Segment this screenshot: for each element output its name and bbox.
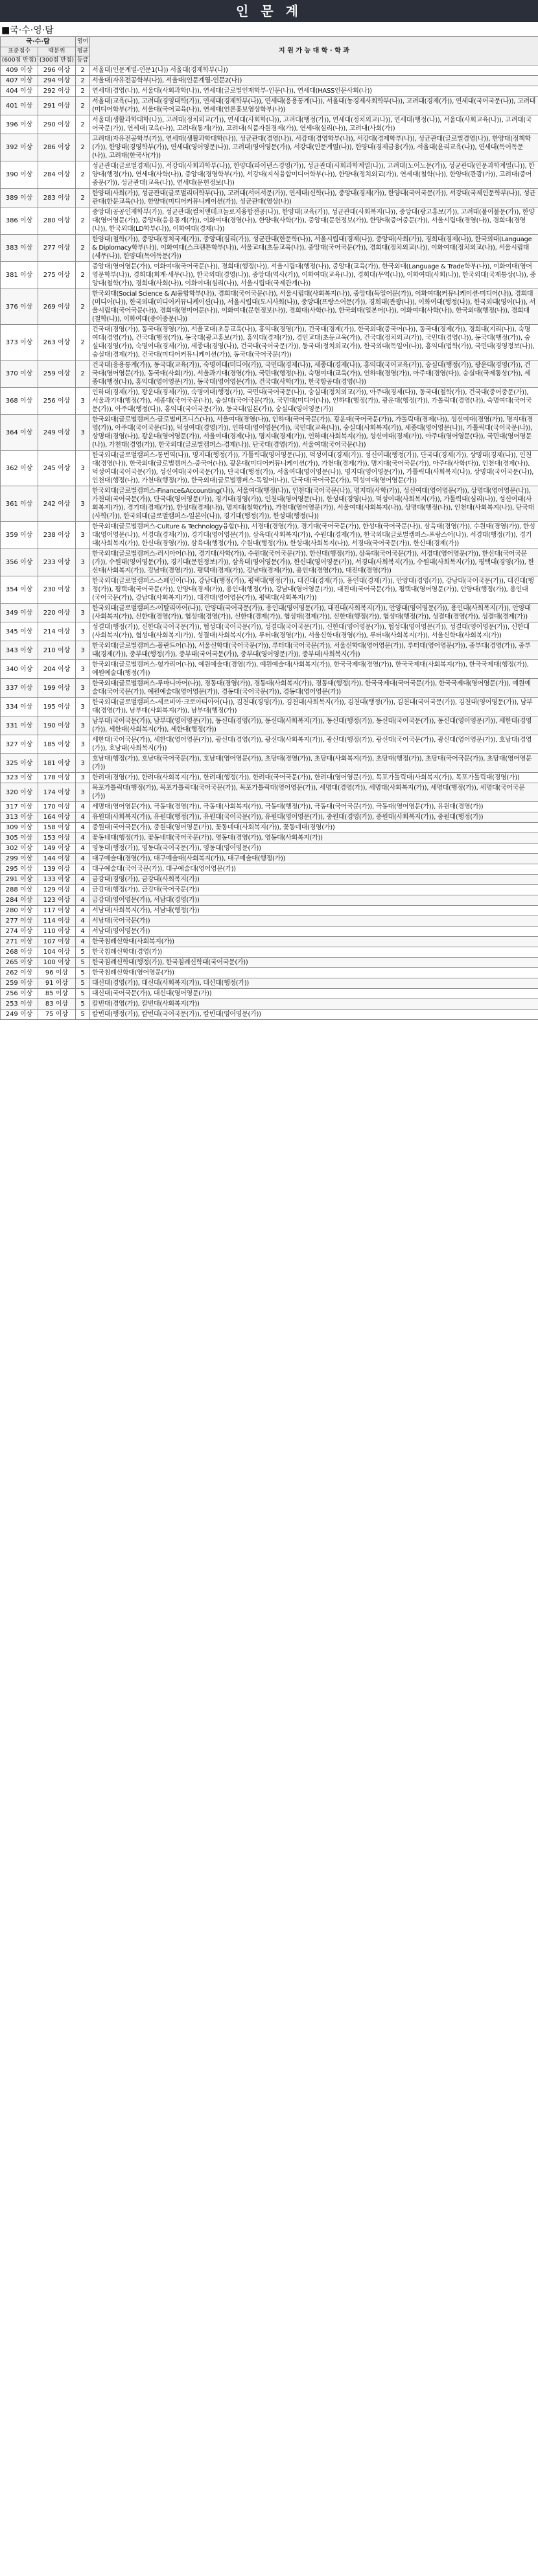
university-list-cell: 칼빈대(경영(가)), 칼빈대(사회복지(가)) bbox=[90, 999, 538, 1010]
percentile-cell: 96 이상 bbox=[38, 968, 76, 978]
standard-score-cell: 354 이상 bbox=[1, 576, 38, 604]
university-list-cell: 한국외대(글로벌캠퍼스-이탈리아어(나)), 안양대(국어국문(가)), 용인대(영어영문(가)), 대진대(사회복지(가)), 안양대(영어영문(가)), 용인대(사회복지(가)), 안양대(사회복지(가)), 신한대(경영(가)), 협성대(경영(가)), 신한대(경제(가)), 협성대(경제(가)), 신한대(행정(가)), 협성대(행정(가)), 성결대(경영(가)), 성결대(경제(가)) bbox=[90, 604, 538, 622]
percentile-cell: 214 이상 bbox=[38, 622, 76, 641]
table-row bbox=[1, 415, 538, 451]
table-row bbox=[1, 698, 538, 716]
university-list-cell: 유원대(사회복지(가)), 유원대(행정(가)), 유원대(국어국문(가)), 유원대(영어영문(가)), 중원대(경영(가)), 중원대(사회복지(가)), 중원대(행정(가)) bbox=[90, 812, 538, 823]
standard-score-cell: 327 이상 bbox=[1, 735, 38, 754]
university-list-cell: 한국외대(글로벌캠퍼스-통번역(나)), 명지대(행정(가)), 가톨릭대(영어영문(나)), 덕성여대(경제(가)), 성신여대(행정(가)), 단국대(경제(가)), 상명대(경제(나)), 인천대(경영(나)), 한국외대(글로벌캠퍼스-중국어(나)), 광운대(미디어커뮤니케이션(가)), 가천대(경제(가)), 명지대(국어국문(가)), 아주대(사학(다)), 인천대(경제(나)), 덕성여대(국어국문(가)), 성신여대(국어국문(가)), 단국대(행정(가)), 서울여대(영어영문(나)), 명지대(영어영문(가)), 가톨릭대(사회복지(나)), 상명대(국어국문(나)), 인천대(행정(나)), 가천대(행정(가)), 한국외대(글로벌캠퍼스-독일어(나)), 단국대(국어국문(가)), 덕성여대(영어영문(가)) bbox=[90, 451, 538, 486]
table-row bbox=[1, 486, 538, 522]
standard-score-cell: 383 이상 bbox=[1, 235, 38, 262]
university-list-cell: 고려대(자유전공학부(가)), 연세대(생활과학대학(나)), 성균관대(경영(나)), 서강대(경영학부(나)), 서강대(경제학부(나)), 성균관대(글로벌경영(나)), 한양대(정책학(가)), 한양대(경영학부(가)), 연세대(영어영문(나)), 고려대(영어영문(가)), 서강대(인문계열(나)), 한양대(경제금융(가)), 서울대(윤리교육(나)), 연세대(독어독문(나)), 고려대(한국사(가)) bbox=[90, 134, 538, 161]
percentile-cell: 259 이상 bbox=[38, 360, 76, 388]
percentile-cell: 110 이상 bbox=[38, 927, 76, 937]
standard-score-cell: 356 이상 bbox=[1, 549, 38, 576]
university-list-cell: 대구예술대(경영(가)), 대구예술대(사회복지(가)), 대구예술대(행정(가)) bbox=[90, 854, 538, 864]
english-grade-cell: 3 bbox=[76, 773, 90, 783]
header-english-grade: 등급 bbox=[76, 56, 90, 65]
english-grade-cell: 3 bbox=[76, 716, 90, 735]
standard-score-cell: 280 이상 bbox=[1, 906, 38, 916]
english-grade-cell: 4 bbox=[76, 844, 90, 854]
table-row bbox=[1, 549, 538, 576]
university-list-cell: 목포가톨릭대(행정(가)), 목포가톨릭대(국어국문(가)), 목포가톨릭대(영어영문(가)), 세명대(경영(가)), 세명대(사회복지(가)), 세명대(행정(가)), 세명대(국어국문(가)) bbox=[90, 783, 538, 802]
standard-score-cell: 291 이상 bbox=[1, 875, 38, 885]
table-row bbox=[1, 679, 538, 698]
page-title: 인 문 계 bbox=[0, 0, 538, 22]
standard-score-cell: 345 이상 bbox=[1, 622, 38, 641]
standard-score-cell: 323 이상 bbox=[1, 773, 38, 783]
english-grade-cell: 4 bbox=[76, 927, 90, 937]
english-grade-cell: 4 bbox=[76, 906, 90, 916]
percentile-cell: 91 이상 bbox=[38, 978, 76, 989]
university-list-cell: 한국외대(글로벌캠퍼스-세르비아·크로아티아어(나)), 김천대(경영(가)), 김천대(사회복지(가)), 김천대(행정(가)), 김천대(국어국문(가)), 김천대(영어영문(가)), 남부대(경영(가)), 남부대(사회복지(가)), 남부대(행정(가)) bbox=[90, 698, 538, 716]
table-row bbox=[1, 161, 538, 189]
english-grade-cell: 3 bbox=[76, 388, 90, 415]
percentile-cell: 210 이상 bbox=[38, 641, 76, 660]
percentile-cell: 204 이상 bbox=[38, 660, 76, 679]
english-grade-cell: 2 bbox=[76, 161, 90, 189]
standard-score-cell: 295 이상 bbox=[1, 864, 38, 875]
percentile-cell: 149 이상 bbox=[38, 844, 76, 854]
university-list-cell: 한국외대(글로벌캠퍼스-루마니아어(나)), 경동대(경영(가)), 경동대(사회복지(가)), 경동대(행정(가)), 한국국제대(국어국문(가)), 한국국제대(영어영문(가)), 예원예술대(국어국문(가)), 예원예술대(영어영문(가)), 경동대(국어국문(가)), 경동대(영어영문(가)) bbox=[90, 679, 538, 698]
percentile-cell: 233 이상 bbox=[38, 549, 76, 576]
standard-score-cell: 253 이상 bbox=[1, 999, 38, 1010]
table-body bbox=[1, 65, 538, 1020]
standard-score-cell: 337 이상 bbox=[1, 679, 38, 698]
standard-score-cell: 274 이상 bbox=[1, 927, 38, 937]
english-grade-cell: 5 bbox=[76, 958, 90, 968]
standard-score-cell: 334 이상 bbox=[1, 698, 38, 716]
table-row bbox=[1, 885, 538, 895]
table-row bbox=[1, 773, 538, 783]
standard-score-cell: 362 이상 bbox=[1, 451, 38, 486]
table-row bbox=[1, 947, 538, 958]
table-row bbox=[1, 325, 538, 360]
english-grade-cell: 4 bbox=[76, 823, 90, 833]
standard-score-cell: 361 이상 bbox=[1, 486, 38, 522]
university-list-cell: 한국외대(글로벌캠퍼스-스페인어(나)), 강남대(행정(가)), 평택대(행정(가)), 대진대(경제(가)), 용인대(경제(가)), 안양대(경영(가)), 강남대(국어국문(가)), 대진대(행정(가)), 평택대(국어국문(가)), 안양대(경제(가)), 용인대(행정(가)), 강남대(영어영문(가)), 대진대(국어국문(가)), 평택대(영어영문(가)), 안양대(행정(가)), 용인대(국어국문(가)), 강남대(사회복지(가)), 대진대(영어영문(가)), 평택대(사회복지(가)) bbox=[90, 576, 538, 604]
percentile-cell: 230 이상 bbox=[38, 576, 76, 604]
table-row bbox=[1, 754, 538, 773]
standard-score-cell: 373 이상 bbox=[1, 325, 38, 360]
university-list-cell: 금강대(경영(가)), 금강대(사회복지(가)) bbox=[90, 875, 538, 885]
table-row bbox=[1, 86, 538, 97]
standard-score-cell: 404 이상 bbox=[1, 86, 38, 97]
university-list-cell: 금강대(행정(가)), 금강대(국어국문(가)) bbox=[90, 885, 538, 895]
english-grade-cell: 2 bbox=[76, 86, 90, 97]
percentile-cell: 75 이상 bbox=[38, 1010, 76, 1020]
english-grade-cell: 2 bbox=[76, 65, 90, 76]
university-list-cell: 꽃동네대(행정(가)), 꽃동네대(국어국문(가)), 영동대(경영(가)), 영동대(사회복지(가)) bbox=[90, 833, 538, 844]
standard-score-cell: 349 이상 bbox=[1, 604, 38, 622]
university-list-cell: 한국외대(글로벌캠퍼스-헝가리어(나)), 예원예술대(경영(가)), 예원예술대(사회복지(가)), 한국국제대(경영(가)), 한국국제대(사회복지(가)), 한국국제대(행정(가)), 예원예술대(행정(가)) bbox=[90, 660, 538, 679]
table-row bbox=[1, 660, 538, 679]
university-list-cell: 대신대(경영(가)), 대신대(사회복지(가)), 대신대(행정(가)) bbox=[90, 978, 538, 989]
percentile-cell: 123 이상 bbox=[38, 895, 76, 906]
standard-score-cell: 302 이상 bbox=[1, 844, 38, 854]
university-list-cell: 서남대(영어영문(가)) bbox=[90, 927, 538, 937]
percentile-cell: 170 이상 bbox=[38, 802, 76, 812]
university-list-cell: 영동대(행정(가)), 영동대(국어국문(가)), 영동대(영어영문(가)) bbox=[90, 844, 538, 854]
standard-score-cell: 271 이상 bbox=[1, 937, 38, 947]
university-list-cell: 중원대(국어국문(가)), 중원대(영어영문(가)), 꽃동네대(사회복지(가)), 꽃동네대(경영(가)) bbox=[90, 823, 538, 833]
percentile-cell: 296 이상 bbox=[38, 65, 76, 76]
english-grade-cell: 2 bbox=[76, 360, 90, 388]
table-row bbox=[1, 844, 538, 854]
percentile-cell: 104 이상 bbox=[38, 947, 76, 958]
english-grade-cell: 4 bbox=[76, 802, 90, 812]
standard-score-cell: 359 이상 bbox=[1, 522, 38, 549]
percentile-cell: 144 이상 bbox=[38, 854, 76, 864]
percentile-cell: 158 이상 bbox=[38, 823, 76, 833]
standard-score-cell: 343 이상 bbox=[1, 641, 38, 660]
university-list-cell: 한국침례신학대(행정(가)), 한국침례신학대(국어국문(가)) bbox=[90, 958, 538, 968]
header-standard-score: 표준점수 bbox=[1, 47, 38, 56]
standard-score-cell: 381 이상 bbox=[1, 262, 38, 289]
standard-score-cell: 401 이상 bbox=[1, 97, 38, 115]
university-list-cell: 건국대(응용통계(가)), 동국대(교육(가)), 숙명여대(미디어(가)), 국민대(경제(나)), 세종대(경제(나)), 홍익대(국어교육(가)), 숭실대(행정(가)), 광운대(경영(가)), 건국대(영어영문(가)), 동국대(사회(가)), 서울과기대(경영(가)), 국민대(행정(나)), 숙명여대(교육(가)), 인하대(경영(가)), 아주대(경영(다)), 숭실대(국제통상(가)), 세종대(행정(나)), 홍익대(영어영문(가)), 동국대(영어영문(가)), 건국대(사학(가)), 한국항공대(경영(나)) bbox=[90, 360, 538, 388]
standard-score-cell: 390 이상 bbox=[1, 161, 38, 189]
percentile-cell: 153 이상 bbox=[38, 833, 76, 844]
table-row bbox=[1, 968, 538, 978]
percentile-cell: 107 이상 bbox=[38, 937, 76, 947]
standard-score-cell: 331 이상 bbox=[1, 716, 38, 735]
standard-score-cell: 299 이상 bbox=[1, 854, 38, 864]
english-grade-cell: 5 bbox=[76, 999, 90, 1010]
standard-score-cell: 368 이상 bbox=[1, 388, 38, 415]
english-grade-cell: 4 bbox=[76, 937, 90, 947]
standard-score-cell: 259 이상 bbox=[1, 978, 38, 989]
english-grade-cell: 5 bbox=[76, 968, 90, 978]
table-row bbox=[1, 641, 538, 660]
english-grade-cell: 2 bbox=[76, 262, 90, 289]
university-list-cell: 한국침례신학대(영어영문(가)) bbox=[90, 968, 538, 978]
table-row bbox=[1, 833, 538, 844]
standard-score-cell: 376 이상 bbox=[1, 289, 38, 325]
english-grade-cell: 4 bbox=[76, 895, 90, 906]
english-grade-cell: 3 bbox=[76, 783, 90, 802]
percentile-cell: 277 이상 bbox=[38, 235, 76, 262]
table-row bbox=[1, 604, 538, 622]
table-row bbox=[1, 895, 538, 906]
table-row bbox=[1, 735, 538, 754]
admission-table bbox=[0, 36, 538, 1020]
english-grade-cell: 3 bbox=[76, 549, 90, 576]
table-row bbox=[1, 289, 538, 325]
university-list-cell: 한국외대(글로벌캠퍼스-Finance&Accounting(나)), 서울여대(행정(나)), 인천대(국어국문(나)), 명지대(사학(가)), 성신여대(영어영문(가)), 상명대(영어영문(나)), 가천대(국어국문(가)), 단국대(영어영문(가)), 경기대(경영(가)), 인천대(영어영문(나)), 한성대(경영(나)), 덕성여대(사회복지(가)), 가톨릭대(심리(나)), 성신여대(사회복지(가)), 경기대(경제(가)), 한성대(경제(나)), 명지대(철학(가)), 가천대(영어영문(가)), 서울여대(사회복지(나)), 상명대(행정(나)), 인천대(사회복지(나)), 단국대(사학(가)), 한국외대(글로벌캠퍼스-일본어(나)), 경기대(행정(가)), 한성대(행정(나)) bbox=[90, 486, 538, 522]
table-row bbox=[1, 388, 538, 415]
table-row bbox=[1, 812, 538, 823]
university-list-cell: 연세대(경영(나)), 서울대(사회과학(나)), 연세대(글로벌인재학부-인문(나)), 연세대(HASS인문사회(나)) bbox=[90, 86, 538, 97]
university-list-cell: 건국대(경영(가)), 동국대(경영(가)), 서울교대(초등교육(나)), 홍익대(경영(가)), 건국대(경제(가)), 한국외대(중국어(나)), 동국대(경제(가)), 경희대(지리(나)), 숙명여대(경영(가)), 건국대(행정(가)), 동국대(광고홍보(가)), 홍익대(경제(가)), 경인교대(초등교육(가)), 건국대(정치외교(가)), 국민대(경영(나)), 동국대(행정(가)), 숭실대(경영(가)), 숙명여대(경제(가)), 세종대(경영(나)), 건국대(국어국문(가)), 동국대(정치외교(가)), 한국외대(독일어(나)), 홍익대(법학(가)), 국민대(경영정보(나)), 숭실대(경제(가)), 건국대(미디어커뮤니케이션(가)), 동국대(국어국문(가)) bbox=[90, 325, 538, 360]
english-grade-cell: 2 bbox=[76, 76, 90, 86]
standard-score-cell: 409 이상 bbox=[1, 65, 38, 76]
university-list-cell: 한국외대(글로벌캠퍼스-Culture & Technology융합(나)), 서경대(경영(가)), 경기대(국어국문(가)), 한성대(국어국문(나)), 삼육대(경영(가)), 수원대(경영(가)), 한성대(영어영문(나)), 서경대(경제(가)), 경기대(영어영문(가)), 삼육대(사회복지(가)), 수원대(경제(가)), 한국외대(글로벌캠퍼스-프랑스어(나)), 서경대(행정(가)), 경기대(사회복지(가)), 한신대(경영(가)), 삼육대(행정(가)), 수원대(행정(가)), 한성대(사회복지(나)), 서경대(국어국문(가)), 한신대(경제(가)) bbox=[90, 522, 538, 549]
english-grade-cell: 3 bbox=[76, 754, 90, 773]
header-percentile: 백분위 bbox=[38, 47, 76, 56]
standard-score-cell: 265 이상 bbox=[1, 958, 38, 968]
university-list-cell: 호남대(행정(가)), 호남대(국어국문(가)), 호남대(영어영문(가)), 초당대(경영(가)), 초당대(사회복지(가)), 초당대(행정(가)), 초당대(국어국문(가)), 초당대(영어영문(가)) bbox=[90, 754, 538, 773]
table-row bbox=[1, 360, 538, 388]
english-grade-cell: 3 bbox=[76, 486, 90, 522]
table-row bbox=[1, 716, 538, 735]
university-list-cell: 성결대(행정(가)), 신한대(국어국문(가)), 협성대(국어국문(가)), 성결대(국어국문(가)), 신한대(영어영문(가)), 협성대(영어영문(가)), 성결대(영어영문(가)), 신한대(사회복지(가)), 협성대(사회복지(가)), 성결대(사회복지(가)), 루터대(경영(가)), 서울신학대(경영(가)), 루터대(사회복지(가)), 서울신학대(사회복지(가)) bbox=[90, 622, 538, 641]
university-list-cell: 한양대(철학(가)), 중앙대(정치국제(가)), 중앙대(심리(가)), 성균관대(한문학(나)), 서울시립대(경제(나)), 중앙대(사회(가)), 경희대(경제(나)), 한국외대(Language & Diplomacy학부(나)), 이화여대(스크랜튼학부(나)), 서울교대(초등교육(나)), 중앙대(국어국문(가)), 경희대(정치외교(나)), 이화여대(정치외교(나)), 서울시립대(세무(나)), 한양대(독어독문(가)) bbox=[90, 235, 538, 262]
english-grade-cell: 3 bbox=[76, 698, 90, 716]
table-row bbox=[1, 235, 538, 262]
english-grade-cell: 4 bbox=[76, 854, 90, 864]
table-row bbox=[1, 262, 538, 289]
header-standard-score-note: (600점 만점) bbox=[1, 56, 38, 65]
header-percentile-note: (300점 만점) bbox=[38, 56, 76, 65]
english-grade-cell: 4 bbox=[76, 833, 90, 844]
percentile-cell: 292 이상 bbox=[38, 86, 76, 97]
english-grade-cell: 5 bbox=[76, 1010, 90, 1020]
table-row bbox=[1, 978, 538, 989]
table-row bbox=[1, 916, 538, 927]
university-list-cell: 남부대(국어국문(가)), 남부대(영어영문(가)), 동신대(경영(가)), 동신대(사회복지(가)), 동신대(행정(가)), 동신대(국어국문(가)), 동신대(영어영문(가)), 세한대(경영(가)), 세한대(사회복지(가)), 세한대(행정(가)) bbox=[90, 716, 538, 735]
table-row bbox=[1, 207, 538, 235]
standard-score-cell: 392 이상 bbox=[1, 134, 38, 161]
table-row bbox=[1, 864, 538, 875]
standard-score-cell: 256 이상 bbox=[1, 989, 38, 999]
table-row bbox=[1, 622, 538, 641]
header-list: 지 원 가 능 대 학 · 학 과 bbox=[90, 37, 538, 65]
university-list-cell: 서울대(교육(나)), 고려대(경영대학(가)), 연세대(경제학부(나)), 연세대(응용통계(나)), 서울대(농경제사회학부(나)), 고려대(경제(가)), 연세대(국어국문(나)), 고려대(미디어학부(가)), 서울대(국어교육(나)), 연세대(언론홍보영상학부(나)) bbox=[90, 97, 538, 115]
table-row bbox=[1, 854, 538, 864]
percentile-cell: 283 이상 bbox=[38, 189, 76, 207]
percentile-cell: 195 이상 bbox=[38, 698, 76, 716]
percentile-cell: 100 이상 bbox=[38, 958, 76, 968]
percentile-cell: 181 이상 bbox=[38, 754, 76, 773]
university-list-cell: 한양대(사회(가)), 성균관대(글로벌리더학부(나)), 고려대(서어서문(가)), 연세대(신학(나)), 중앙대(경제(가)), 한양대(국어국문(가)), 서강대(국제인문학부(나)), 성균관대(한문교육(나)), 한양대(미디어커뮤니케이션(가)), 성균관대(영상(나)) bbox=[90, 189, 538, 207]
percentile-cell: 178 이상 bbox=[38, 773, 76, 783]
university-list-cell: 한려대(경영(가)), 한려대(사회복지(가)), 한려대(행정(가)), 한려대(국어국문(가)), 한려대(영어영문(가)), 목포가톨릭대(사회복지(가)), 목포가톨릭대(경영(가)) bbox=[90, 773, 538, 783]
university-list-cell: 세한대(국어국문(가)), 세한대(영어영문(가)), 광신대(경영(가)), 광신대(사회복지(가)), 광신대(행정(가)), 광신대(국어국문(가)), 광신대(영어영문(가)), 호남대(경영(가)), 호남대(사회복지(가)) bbox=[90, 735, 538, 754]
english-grade-cell: 4 bbox=[76, 864, 90, 875]
english-grade-cell: 2 bbox=[76, 189, 90, 207]
percentile-cell: 164 이상 bbox=[38, 812, 76, 823]
table-row bbox=[1, 999, 538, 1010]
university-list-cell: 중앙대(공공인재학부(가)), 성균관대(컬처앤테크놀로지융합전공(나)), 한양대(교육(가)), 성균관대(사회복지(나)), 중앙대(광고홍보(가)), 고려대(불어불문(가)), 한양대(영어영문(가)), 중앙대(응용통계(가)), 이화여대(경영(나)), 한양대(사학(가)), 중앙대(문헌정보(가)), 한양대(중어중문(가)), 서울시립대(경영(나)), 경희대(경영(나)), 한국외대(LD학부(나)), 이화여대(경제(나)) bbox=[90, 207, 538, 235]
percentile-cell: 245 이상 bbox=[38, 451, 76, 486]
english-grade-cell: 4 bbox=[76, 916, 90, 927]
table-row bbox=[1, 927, 538, 937]
table-row bbox=[1, 65, 538, 76]
table-row bbox=[1, 958, 538, 968]
percentile-cell: 83 이상 bbox=[38, 999, 76, 1010]
standard-score-cell: 370 이상 bbox=[1, 360, 38, 388]
table-row bbox=[1, 76, 538, 86]
university-list-cell: 대신대(국어국문(가)), 대신대(영어영문(가)) bbox=[90, 989, 538, 999]
university-list-cell: 서남대(국어국문(가)) bbox=[90, 916, 538, 927]
standard-score-cell: 305 이상 bbox=[1, 833, 38, 844]
percentile-cell: 190 이상 bbox=[38, 716, 76, 735]
percentile-cell: 284 이상 bbox=[38, 161, 76, 189]
university-list-cell: 서울대(인문계열-인문1(나)) 서울대(경제학부(나)) bbox=[90, 65, 538, 76]
english-grade-cell: 5 bbox=[76, 989, 90, 999]
percentile-cell: 291 이상 bbox=[38, 97, 76, 115]
percentile-cell: 263 이상 bbox=[38, 325, 76, 360]
standard-score-cell: 262 이상 bbox=[1, 968, 38, 978]
table-row bbox=[1, 134, 538, 161]
percentile-cell: 129 이상 bbox=[38, 885, 76, 895]
percentile-cell: 114 이상 bbox=[38, 916, 76, 927]
english-grade-cell: 4 bbox=[76, 885, 90, 895]
university-list-cell: 세명대(영어영문(가)), 극동대(경영(가)), 극동대(사회복지(가)), 극동대(행정(가)), 극동대(국어국문(가)), 극동대(영어영문(가)), 유원대(경영(가)) bbox=[90, 802, 538, 812]
table-row bbox=[1, 451, 538, 486]
standard-score-cell: 277 이상 bbox=[1, 916, 38, 927]
standard-score-cell: 389 이상 bbox=[1, 189, 38, 207]
university-list-cell: 중앙대(영어영문(가)), 이화여대(국어국문(나)), 경희대(행정(나)), 서울시립대(행정(나)), 중앙대(교육(가)), 한국외대(Language & Trade학부(나)), 이화여대(영어영문학부(나)), 경희대(회계·세무(나)), 한국외대(경영(나)), 중앙대(역사(가)), 이화여대(교육(나)), 경희대(무역(나)), 이화여대(사회(나)), 한국외대(국제통상(나)), 중앙대(철학(가)), 경희대(사회(나)), 이화여대(심리(나)), 서울시립대(국제관계(나)) bbox=[90, 262, 538, 289]
standard-score-cell: 313 이상 bbox=[1, 812, 38, 823]
percentile-cell: 139 이상 bbox=[38, 864, 76, 875]
standard-score-cell: 320 이상 bbox=[1, 783, 38, 802]
percentile-cell: 85 이상 bbox=[38, 989, 76, 999]
university-list-cell: 한국외대(글로벌캠퍼스-글로벌비즈니스(나)), 서울여대(경영(나)), 인하대(국어국문(가)), 광운대(국어국문(가)), 가톨릭대(경제(나)), 성신여대(경영(가)), 명지대(경영(가)), 아주대(국어국문(다)), 덕성여대(경영(가)), 인하대(영어영문(가)), 국민대(교육(나)), 숭실대(사회복지(가)), 세종대(영어영문(나)), 가톨릭대(국어국문(나)), 상명대(경영(나)), 광운대(영어영문(가)), 서울여대(경제(나)), 명지대(경제(가)), 인하대(사회복지(가)), 성신여대(경제(가)), 아주대(영어영문(다)), 국민대(영어영문(나)), 가천대(경영(가)), 한국외대(글로벌캠퍼스-경제(나)), 단국대(경영(가)), 서울여대(국어국문(나)) bbox=[90, 415, 538, 451]
header-english-sub: 평균 bbox=[76, 47, 90, 56]
percentile-cell: 294 이상 bbox=[38, 76, 76, 86]
english-grade-cell: 3 bbox=[76, 522, 90, 549]
english-grade-cell: 4 bbox=[76, 812, 90, 823]
standard-score-cell: 268 이상 bbox=[1, 947, 38, 958]
section-label: ■국·수·영·탐 bbox=[1, 25, 54, 36]
percentile-cell: 275 이상 bbox=[38, 262, 76, 289]
english-grade-cell: 3 bbox=[76, 451, 90, 486]
table-row bbox=[1, 783, 538, 802]
percentile-cell: 286 이상 bbox=[38, 134, 76, 161]
percentile-cell: 174 이상 bbox=[38, 783, 76, 802]
table-row bbox=[1, 115, 538, 134]
header-group: 국·수·탐 bbox=[1, 37, 76, 47]
standard-score-cell: 407 이상 bbox=[1, 76, 38, 86]
english-grade-cell: 3 bbox=[76, 641, 90, 660]
percentile-cell: 249 이상 bbox=[38, 415, 76, 451]
percentile-cell: 238 이상 bbox=[38, 522, 76, 549]
table-row bbox=[1, 823, 538, 833]
english-grade-cell: 2 bbox=[76, 235, 90, 262]
standard-score-cell: 325 이상 bbox=[1, 754, 38, 773]
english-grade-cell: 2 bbox=[76, 134, 90, 161]
university-list-cell: 서울대(생활과학대학(나)), 고려대(정치외교(가)), 연세대(사회학(나)), 고려대(행정(가)), 연세대(정치외교(나)), 연세대(행정(나)), 서울대(사회교육(나)), 고려대(국어국문(가)), 연세대(교육(나)), 고려대(통계(가)), 고려대(식품자원경제(가)), 연세대(심리(나)), 고려대(사회(가)) bbox=[90, 115, 538, 134]
english-grade-cell: 2 bbox=[76, 115, 90, 134]
university-list-cell: 한국외대(글로벌캠퍼스-폴란드어(나)), 서울신학대(국어국문(가)), 루터대(국어국문(가)), 서울신학대(영어영문(가)), 루터대(영어영문(가)), 중부대(경영(가)), 중부대(경제(가)), 중부대(행정(가)), 중부대(국어국문(가)), 중부대(영어영문(가)), 중부대(사회복지(가)) bbox=[90, 641, 538, 660]
percentile-cell: 117 이상 bbox=[38, 906, 76, 916]
standard-score-cell: 288 이상 bbox=[1, 885, 38, 895]
university-list-cell: 대구예술대(국어국문(가)), 대구예술대(영어영문(가)) bbox=[90, 864, 538, 875]
english-grade-cell: 3 bbox=[76, 660, 90, 679]
standard-score-cell: 340 이상 bbox=[1, 660, 38, 679]
university-list-cell: 한국침례신학대(사회복지(가)) bbox=[90, 937, 538, 947]
percentile-cell: 290 이상 bbox=[38, 115, 76, 134]
table-row bbox=[1, 906, 538, 916]
english-grade-cell: 2 bbox=[76, 97, 90, 115]
standard-score-cell: 364 이상 bbox=[1, 415, 38, 451]
english-grade-cell: 2 bbox=[76, 325, 90, 360]
english-grade-cell: 3 bbox=[76, 735, 90, 754]
table-row bbox=[1, 189, 538, 207]
table-row bbox=[1, 802, 538, 812]
english-grade-cell: 5 bbox=[76, 978, 90, 989]
standard-score-cell: 396 이상 bbox=[1, 115, 38, 134]
standard-score-cell: 317 이상 bbox=[1, 802, 38, 812]
percentile-cell: 242 이상 bbox=[38, 486, 76, 522]
university-list-cell: 금강대(영어영문(가)), 서남대(경영(가)) bbox=[90, 895, 538, 906]
table-row bbox=[1, 937, 538, 947]
university-list-cell: 칼빈대(행정(가)), 칼빈대(국어국문(가)), 칼빈대(영어영문(가)) bbox=[90, 1010, 538, 1020]
university-list-cell: 한국외대(Social Science & AI융합학부(나)), 경희대(국어국문(나)), 서울시립대(사회복지(나)), 중앙대(독일어문(가)), 이화여대(커뮤니케이션·미디어(나)), 경희대(미디어(나)), 한국외대(미디어커뮤니케이션(나)), 서울시립대(도시사회(나)), 중앙대(프랑스어문(가)), 경희대(관광(나)), 이화여대(행정(나)), 한국외대(영어(나)), 서울시립대(국어국문(나)), 경희대(영미어문(나)), 이화여대(문헌정보(나)), 경희대(사학(나)), 한국외대(일본어(나)), 이화여대(사학(나)), 한국외대(행정(나)), 경희대(철학(나)), 이화여대(중어중문(나)) bbox=[90, 289, 538, 325]
university-list-cell: 서울대(자유전공학부(나)), 서울대(인문계열-인문2(나)) bbox=[90, 76, 538, 86]
standard-score-cell: 249 이상 bbox=[1, 1010, 38, 1020]
university-list-cell: 인하대(경제(가)), 광운대(경제(가)), 숙명여대(행정(가)), 국민대(국어국문(나)), 숭실대(정치외교(가)), 아주대(경제(다)), 동국대(철학(가)), 건국대(중어중문(가)), 서울과기대(행정(가)), 세종대(국어국문(나)), 숭실대(국어국문(가)), 국민대(미디어(나)), 인하대(행정(가)), 광운대(행정(가)), 가톨릭대(경영(나)), 숙명여대(국어국문(가)), 아주대(행정(다)), 홍익대(국어국문(가)), 동국대(일본(가)), 숭실대(영어영문(가)) bbox=[90, 388, 538, 415]
table-row bbox=[1, 97, 538, 115]
english-grade-cell: 2 bbox=[76, 207, 90, 235]
english-grade-cell: 2 bbox=[76, 289, 90, 325]
table-row bbox=[1, 1010, 538, 1020]
university-list-cell: 한국침례신학대(경영(가)) bbox=[90, 947, 538, 958]
percentile-cell: 269 이상 bbox=[38, 289, 76, 325]
table-row bbox=[1, 875, 538, 885]
percentile-cell: 199 이상 bbox=[38, 679, 76, 698]
english-grade-cell: 3 bbox=[76, 576, 90, 604]
english-grade-cell: 3 bbox=[76, 604, 90, 622]
english-grade-cell: 3 bbox=[76, 679, 90, 698]
university-list-cell: 서남대(사회복지(가)), 서남대(행정(가)) bbox=[90, 906, 538, 916]
percentile-cell: 185 이상 bbox=[38, 735, 76, 754]
english-grade-cell: 3 bbox=[76, 415, 90, 451]
table-row bbox=[1, 989, 538, 999]
percentile-cell: 280 이상 bbox=[38, 207, 76, 235]
percentile-cell: 133 이상 bbox=[38, 875, 76, 885]
university-list-cell: 한국외대(글로벌캠퍼스-러시아어(나)), 경기대(사학(가)), 수원대(국어국문(가)), 한신대(행정(가)), 삼육대(국어국문(가)), 서경대(영어영문(가)), 한신대(국어국문(가)), 수원대(영어영문(가)), 경기대(문헌정보(가)), 삼육대(영어영문(가)), 한신대(영어영문(가)), 서경대(사회복지(가)), 수원대(사회복지(가)), 평택대(경영(가)), 한신대(사회복지(가)), 강남대(경영(가)), 평택대(경제(가)), 강남대(경제(가)), 용인대(경영(가)), 대진대(경영(가)) bbox=[90, 549, 538, 576]
header-english: 영어 bbox=[76, 37, 90, 47]
university-list-cell: 성균관대(글로벌경제(나)), 서강대(사회과학부(나)), 한양대(파이낸스경영(가)), 성균관대(사회과학계열(나)), 고려대(노어노문(가)), 성균관대(인문과학계열(나)), 한양대(행정(가)), 연세대(사학(나)), 중앙대(경영학부(가)), 서강대(지식융합미디어학부(나)), 한양대(정치외교(가)), 연세대(철학(나)), 한양대(관광(가)), 고려대(중어중문(가)), 성균관대(교육(나)), 연세대(문헌정보(나)) bbox=[90, 161, 538, 189]
table-row bbox=[1, 576, 538, 604]
percentile-cell: 256 이상 bbox=[38, 388, 76, 415]
standard-score-cell: 309 이상 bbox=[1, 823, 38, 833]
standard-score-cell: 386 이상 bbox=[1, 207, 38, 235]
standard-score-cell: 284 이상 bbox=[1, 895, 38, 906]
english-grade-cell: 5 bbox=[76, 947, 90, 958]
table-row bbox=[1, 522, 538, 549]
percentile-cell: 220 이상 bbox=[38, 604, 76, 622]
english-grade-cell: 3 bbox=[76, 622, 90, 641]
english-grade-cell: 4 bbox=[76, 875, 90, 885]
